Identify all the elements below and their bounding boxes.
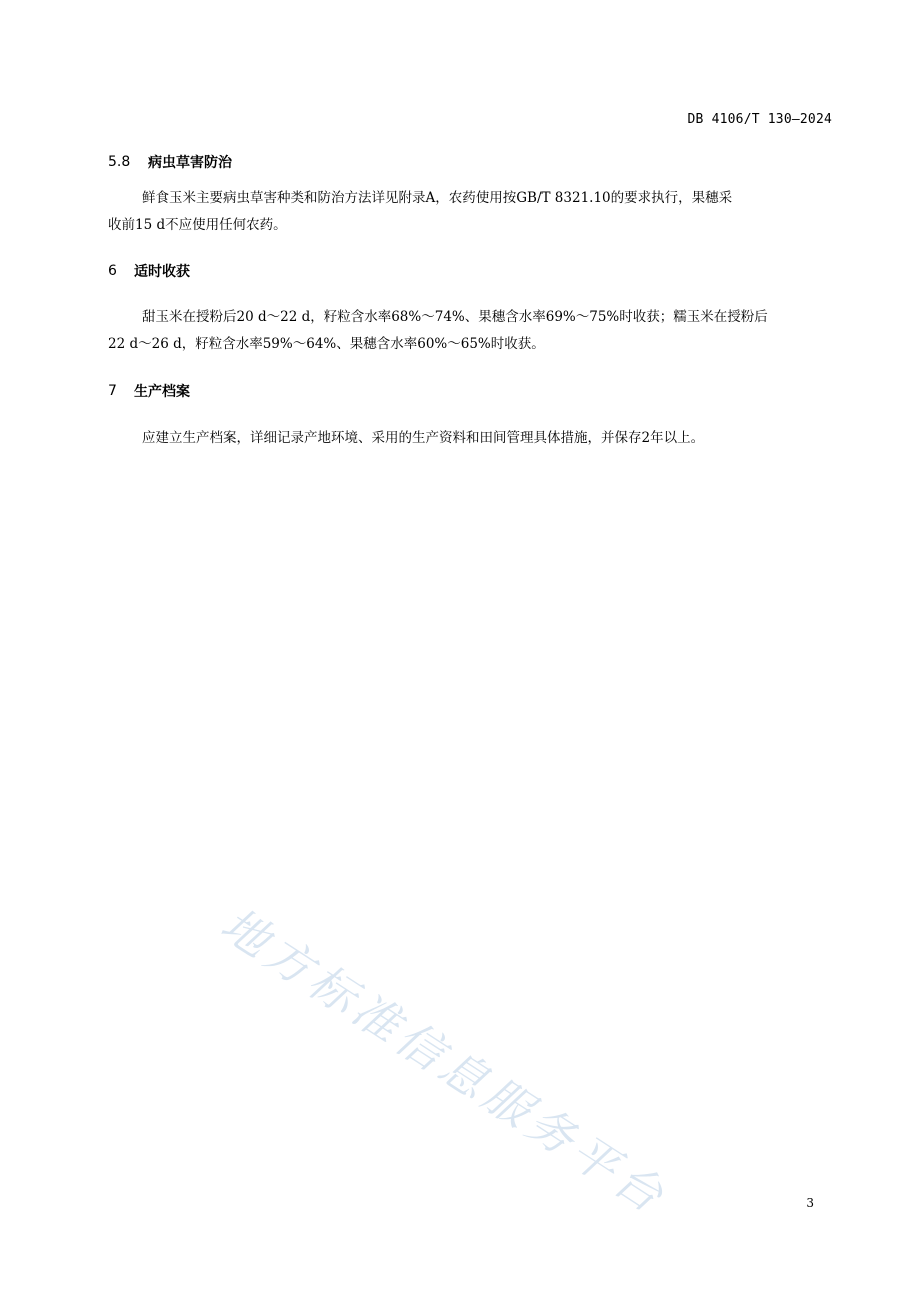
section-paragraph-5-8 — [108, 185, 833, 239]
document-code: DB 4106/T 130—2024 — [687, 112, 832, 127]
section-heading-5-8 — [108, 152, 232, 172]
paragraph-line: 甜玉米在授粉后20 d～22 d，籽粒含水率68%～74%、果穗含水率69%～75%时收获；糯玉米在授粉后 — [142, 309, 768, 325]
section-title: 生产档案 — [134, 384, 190, 400]
watermark-text: 地方标准信息服务平台 — [211, 896, 678, 1226]
section-heading-6 — [108, 261, 190, 281]
section-title: 适时收获 — [134, 264, 190, 280]
section-paragraph-7 — [108, 425, 833, 452]
page-number: 3 — [806, 1196, 814, 1210]
section-heading-7 — [108, 381, 190, 401]
section-title: 病虫草害防治 — [148, 155, 232, 171]
section-number: 7 — [108, 383, 117, 399]
paragraph-line: 22 d～26 d，籽粒含水率59%～64%、果穗含水率60%～65%时收获。 — [108, 336, 545, 352]
paragraph-line: 收前15 d不应使用任何农药。 — [108, 217, 287, 233]
section-number: 6 — [108, 263, 117, 279]
paragraph-line: 鲜食玉米主要病虫草害种类和防治方法详见附录A，农药使用按GB/T 8321.10的要求执行，果穗采 — [142, 190, 733, 206]
section-number: 5.8 — [108, 154, 131, 170]
section-paragraph-6 — [108, 304, 833, 358]
paragraph-line: 应建立生产档案，详细记录产地环境、采用的生产资料和田间管理具体措施，并保存2年以上。 — [142, 430, 705, 446]
